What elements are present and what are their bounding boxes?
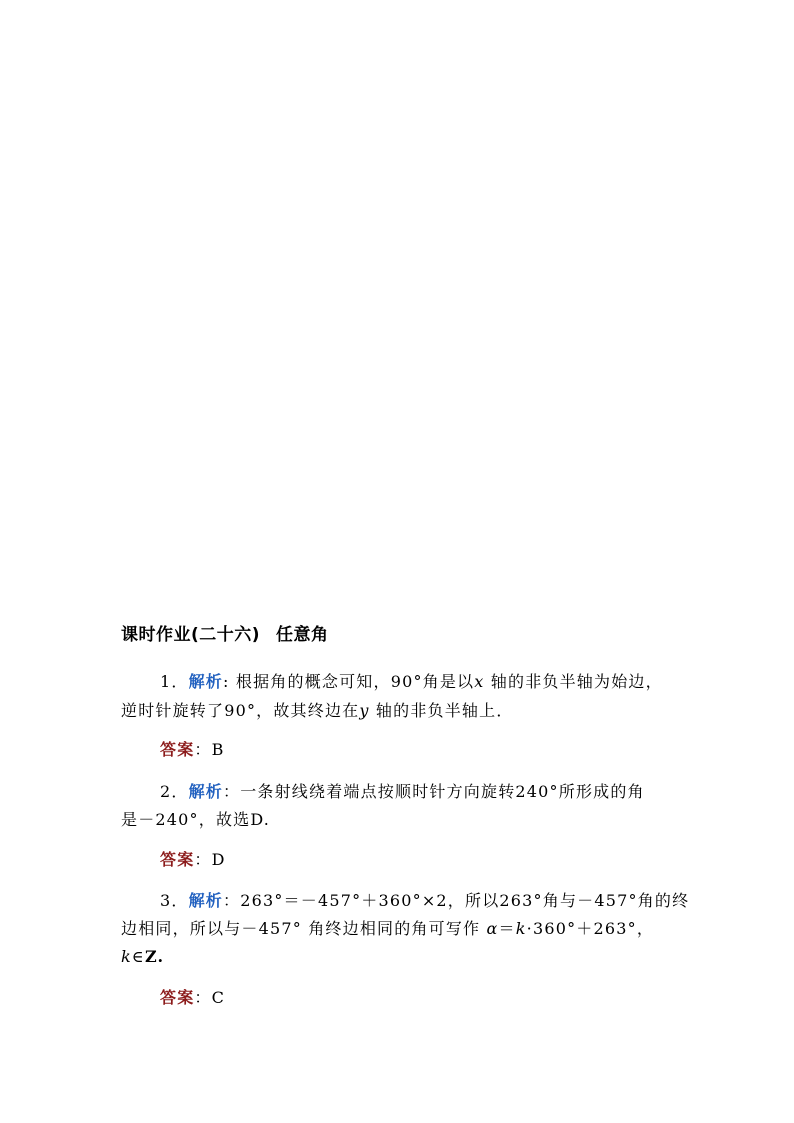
label-separator: : — [223, 672, 230, 691]
item-number: 2． — [160, 782, 189, 801]
item-3-line-2 — [121, 919, 654, 939]
item-3-set-z: Z. — [144, 947, 165, 966]
analysis-label: 解析 — [188, 891, 223, 910]
item-3-line-3 — [121, 947, 164, 967]
page-title — [121, 620, 329, 645]
item-2-line-2 — [121, 810, 270, 830]
answer-value: C — [211, 988, 226, 1007]
item-3-answer — [160, 988, 225, 1008]
answer-separator: ： — [194, 988, 212, 1007]
item-1-text-2c: 轴的非负半轴上． — [375, 701, 514, 720]
item-3-text-2a: 边相同，所以与－457° 角终边相同的角可写作 — [121, 919, 481, 938]
answer-separator: ： — [194, 850, 212, 869]
item-2-line-1 — [160, 782, 645, 802]
item-number: 3． — [160, 891, 189, 910]
item-1-line-2 — [121, 701, 514, 721]
item-1-answer — [160, 740, 225, 760]
item-3-text-2c: ＝ — [498, 919, 516, 938]
answer-value: D — [211, 850, 226, 869]
item-1-var-x: x — [474, 672, 485, 691]
item-3-var-k: k — [515, 919, 527, 938]
item-number: 1． — [160, 672, 189, 691]
analysis-label: 解析 — [188, 782, 223, 801]
item-2-text-2: 是－240°，故选D. — [121, 810, 271, 829]
answer-label: 答案 — [160, 740, 195, 759]
label-separator: ： — [223, 891, 241, 910]
answer-label: 答案 — [160, 988, 195, 1007]
item-3-text-1: 263°＝－457°＋360°×2，所以263°角与－457°角的终 — [240, 891, 690, 910]
item-3-var-k2: k — [121, 947, 132, 966]
item-3-elem-of: ∈ — [131, 947, 145, 966]
item-2-text-1: 一条射线绕着端点按顺时针方向旋转240°所形成的角 — [240, 782, 645, 801]
answer-value: B — [211, 740, 225, 759]
item-1-text-1a: 根据角的概念可知，90°角是以 — [235, 672, 475, 691]
analysis-label: 解析 — [188, 672, 223, 691]
answer-separator: ： — [194, 740, 212, 759]
item-3-text-2e: ·360°＋263°， — [526, 919, 655, 938]
item-2-answer — [160, 850, 226, 870]
answer-label: 答案 — [160, 850, 195, 869]
item-3-var-alpha: α — [486, 919, 499, 938]
item-1-var-y: y — [359, 701, 370, 720]
item-1-text-2a: 逆时针旋转了90°，故其终边在 — [121, 701, 360, 720]
label-separator: ： — [223, 782, 241, 801]
item-1-line-1 — [160, 672, 663, 692]
title-sub: 任意角 — [276, 625, 329, 645]
item-3-line-1 — [160, 891, 689, 911]
title-main: 课时作业(二十六) — [121, 625, 261, 645]
item-1-text-1c: 轴的非负半轴为始边， — [490, 672, 663, 691]
